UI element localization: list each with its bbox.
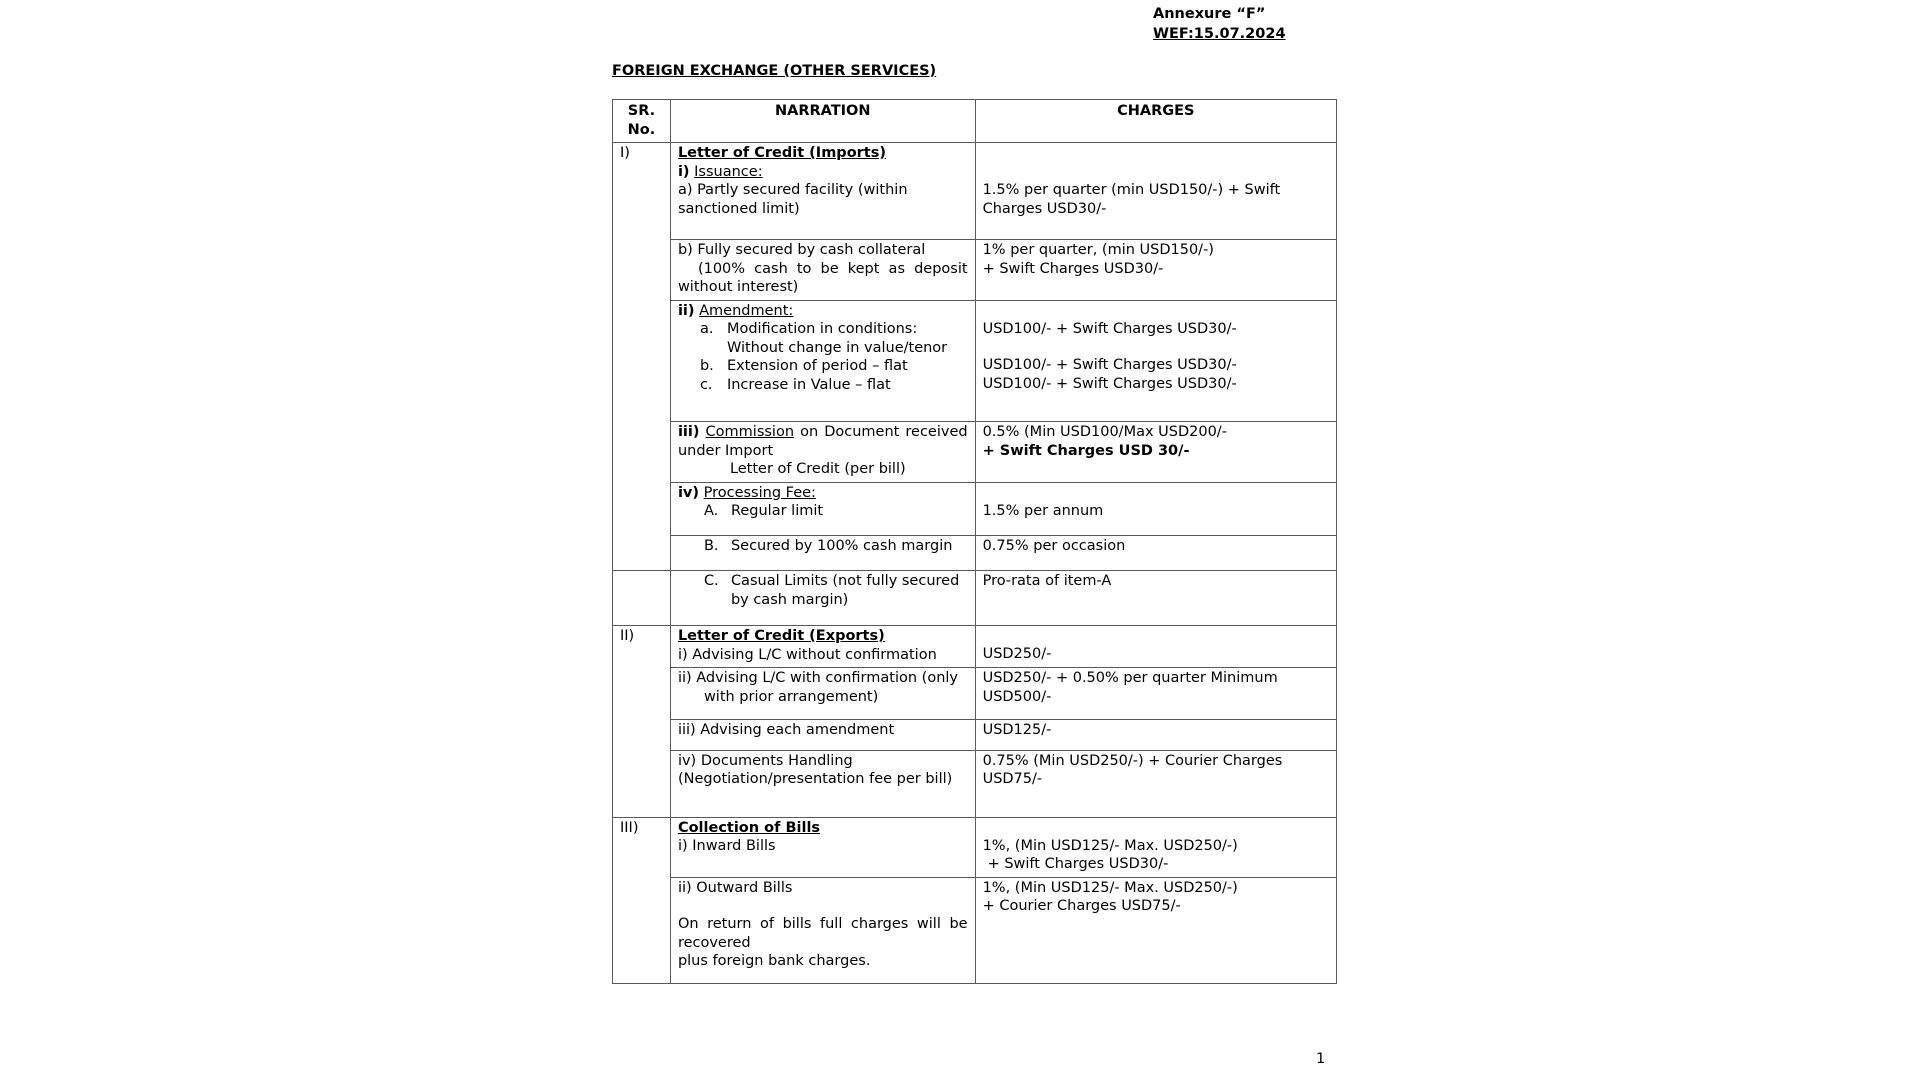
narration-cell: Collection of Bills i) Inward Bills [670, 817, 975, 877]
charges-cell: 1.5% per quarter (min USD150/-) + Swift Charges USD30/- [975, 143, 1336, 240]
annexure-label: Annexure “F” [1153, 6, 1266, 22]
table-row [613, 422, 1337, 483]
charges-cell: 1% per quarter, (min USD150/-) + Swift Charges USD30/- [975, 240, 1336, 301]
narration-cell: iii) Commission on Document received under Import Letter of Credit (per bill) [670, 422, 975, 483]
narration-cell: Letter of Credit (Exports) i) Advising L/C without confirmation [670, 626, 975, 668]
charges-cell: USD250/- [975, 626, 1336, 668]
charges-cell: 1.5% per annum [975, 482, 1336, 535]
table-row [613, 300, 1337, 422]
charges-cell: USD125/- [975, 720, 1336, 751]
narration-cell: C. Casual Limits (not fully secured by cash margin) [670, 571, 975, 626]
charges-table [612, 99, 1337, 984]
charges-cell: 0.75% (Min USD250/-) + Courier Charges USD75/- [975, 750, 1336, 817]
col-header-sr: SR. No. [613, 100, 671, 143]
effective-date: WEF:15.07.2024 [1153, 26, 1286, 42]
annexure-header [1153, 4, 1286, 44]
page-number: 1 [1316, 1051, 1326, 1067]
narration-cell: b) Fully secured by cash collateral (100% cash to be kept as deposit without interest) [670, 240, 975, 301]
sr-cell [613, 571, 671, 626]
charges-cell: 1%, (Min USD125/- Max. USD250/-) + Swift Charges USD30/- [975, 817, 1336, 877]
col-header-narration: NARRATION [670, 100, 975, 143]
narration-cell: iv) Processing Fee: A. Regular limit [670, 482, 975, 535]
charges-cell: 0.5% (Min USD100/Max USD200/- + Swift Charges USD 30/- [975, 422, 1336, 483]
sr-cell: III) [613, 817, 671, 983]
table-row [613, 750, 1337, 817]
charges-cell: USD100/- + Swift Charges USD30/- USD100/- + Swift Charges USD30/- USD100/- + Swift Charges USD30/- [975, 300, 1336, 422]
charges-cell: 1%, (Min USD125/- Max. USD250/-) + Courier Charges USD75/- [975, 877, 1336, 983]
charges-cell: 0.75% per occasion [975, 535, 1336, 571]
table-row [613, 482, 1337, 535]
table-row [613, 240, 1337, 301]
table-row [613, 535, 1337, 571]
narration-cell: Letter of Credit (Imports) i) Issuance: a) Partly secured facility (within sanctioned limit) [670, 143, 975, 240]
table-header-row [613, 100, 1337, 143]
subsection-label: Processing Fee: [703, 484, 816, 501]
charges-cell: Pro-rata of item-A [975, 571, 1336, 626]
table-row [613, 571, 1337, 626]
table-row [613, 668, 1337, 720]
table-row [613, 817, 1337, 877]
section-title: Letter of Credit (Exports) [677, 628, 885, 644]
sr-cell: II) [613, 626, 671, 818]
subsection-label: Amendment: [699, 302, 794, 319]
section-title: Collection of Bills [677, 819, 821, 836]
narration-cell: ii) Advising L/C with confirmation (only with prior arrangement) [670, 668, 975, 720]
section-title: Letter of Credit (Imports) [677, 145, 886, 161]
charges-cell: USD250/- + 0.50% per quarter Minimum USD500/- [975, 668, 1336, 720]
table-row [613, 720, 1337, 751]
narration-cell: B. Secured by 100% cash margin [670, 535, 975, 571]
narration-cell: iii) Advising each amendment [670, 720, 975, 751]
page-title: FOREIGN EXCHANGE (OTHER SERVICES) [612, 63, 937, 79]
table-row [613, 877, 1337, 983]
sr-cell: I) [613, 143, 671, 571]
narration-cell: iv) Documents Handling (Negotiation/presentation fee per bill) [670, 750, 975, 817]
subsection-label: Issuance: [694, 163, 763, 180]
table-row [613, 626, 1337, 668]
narration-cell: ii) Amendment: a. Modification in conditions: Without change in value/tenor b. Extension of period – flat c. Increase in Value – flat [670, 300, 975, 422]
narration-cell: ii) Outward Bills On return of bills full charges will be recovered plus foreign bank charges. [670, 877, 975, 983]
col-header-charges: CHARGES [975, 100, 1336, 143]
table-row [613, 143, 1337, 240]
